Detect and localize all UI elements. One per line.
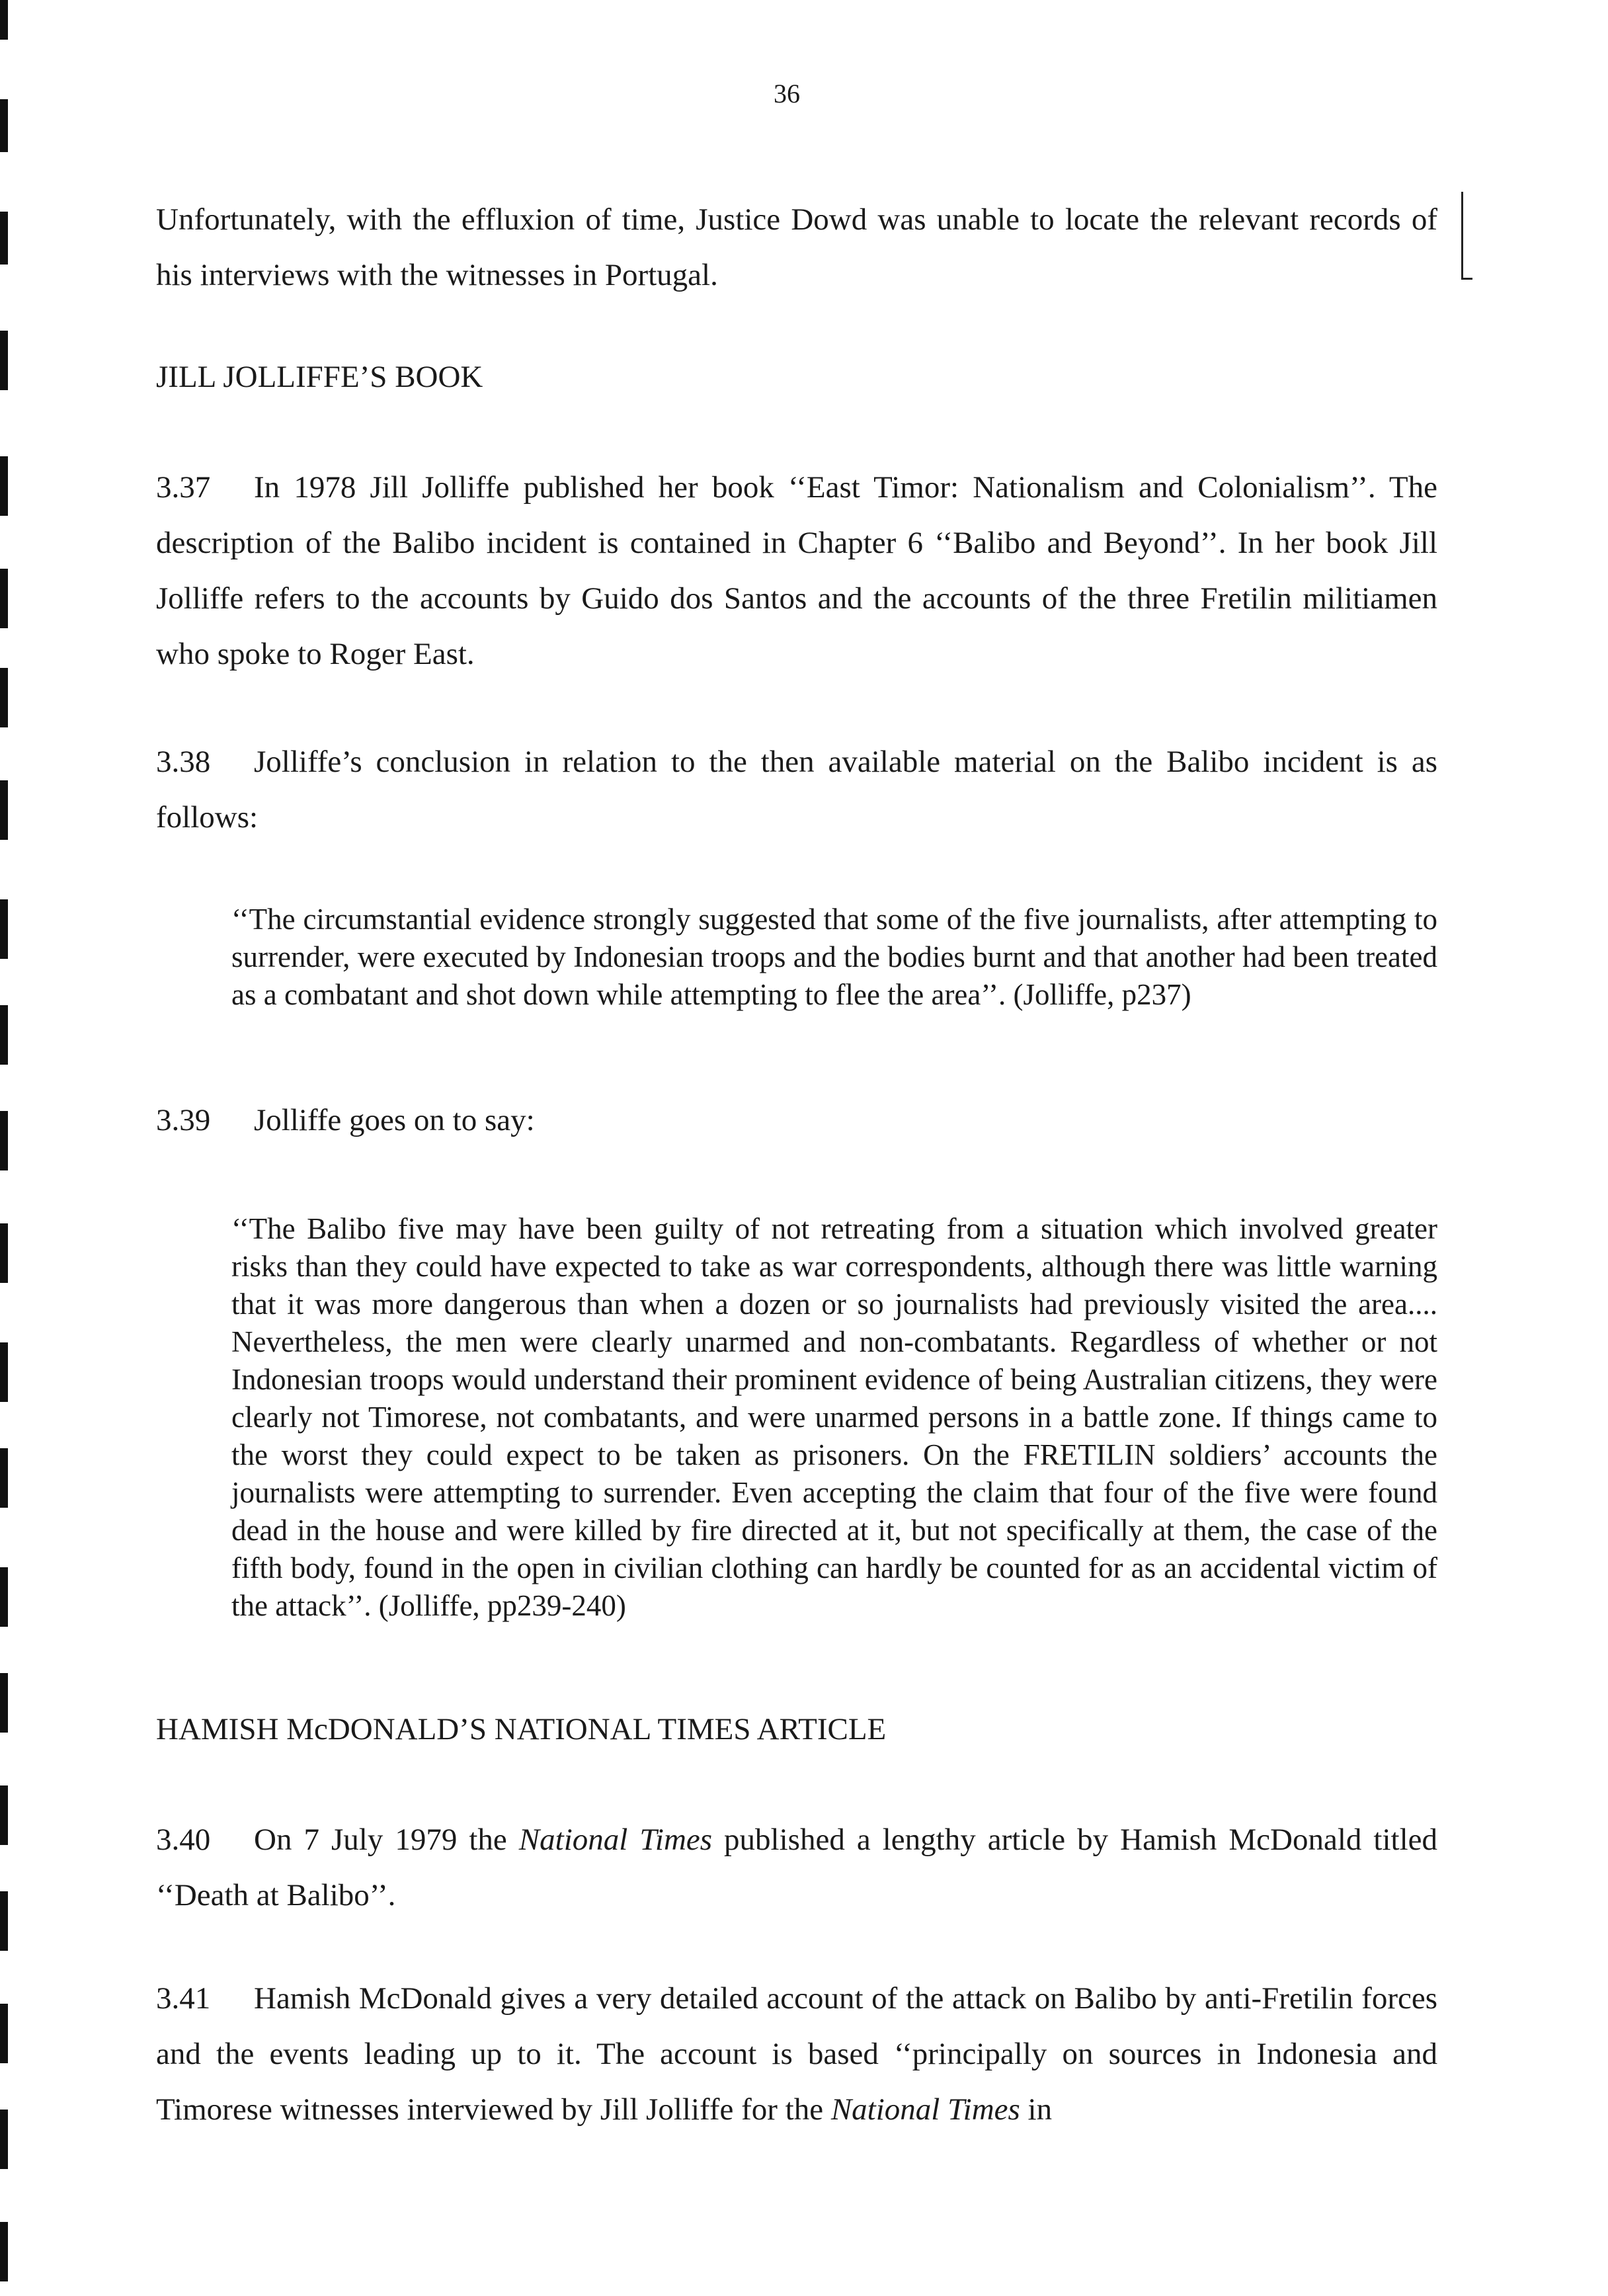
- paragraph-3-39: [156, 1092, 1437, 1148]
- scan-margin-mark: [0, 668, 8, 727]
- scan-margin-mark: [0, 1005, 8, 1065]
- scan-margin-mark: [0, 1567, 8, 1627]
- scan-margin-mark: [0, 1891, 8, 1951]
- paragraph-text-end: in: [1020, 2092, 1053, 2127]
- section-heading-jolliffe: JILL JOLLIFFE’S BOOK: [156, 360, 483, 394]
- paragraph-number: 3.41: [156, 1981, 211, 2016]
- intro-paragraph: [156, 192, 1437, 303]
- paragraph-3-40: [156, 1812, 1437, 1923]
- paragraph-text: Jolliffe goes on to say:: [254, 1103, 535, 1137]
- paragraph-text-end: published a lengthy article by Hamish McDonald titled ‘‘Death at Balibo’’.: [156, 1823, 1437, 1912]
- scan-margin-mark: [0, 456, 8, 516]
- section-heading-mcdonald: HAMISH McDONALD’S NATIONAL TIMES ARTICLE: [156, 1712, 887, 1746]
- paragraph-text-start: On 7 July 1979 the: [254, 1823, 519, 1857]
- paragraph-number: 3.39: [156, 1103, 211, 1137]
- paragraph-3-38: [156, 734, 1437, 845]
- paragraph-text-start: Hamish McDonald gives a very detailed account of the attack on Balibo by anti-Fretilin forces and the events leading up to it. The account is based ‘‘principally on sources in Indonesia and Timorese witnesses interviewed by Jill Jolliffe for the: [156, 1981, 1437, 2127]
- scan-margin-mark: [0, 780, 8, 840]
- scan-margin-mark: [0, 2004, 8, 2063]
- scan-margin-mark: [0, 1342, 8, 1402]
- scan-margin-mark: [0, 1111, 8, 1170]
- scan-margin-mark: [0, 212, 8, 265]
- margin-bracket-mark: [1461, 192, 1472, 280]
- publication-title: National Times: [518, 1823, 713, 1857]
- scan-margin-mark: [0, 899, 8, 959]
- scan-margin-mark: [0, 0, 8, 40]
- scan-margin-mark: [0, 2110, 8, 2169]
- block-quote-pp239-240: ‘‘The Balibo five may have been guilty of not retreating from a situation which involved greater risks than they could have expected to take as war correspondents, although there was little warning that it was more dangerous than when a dozen or so journalists had previously visited the area.... Nevertheless, the men were clearly unarmed and non-combatants. Regardless of whether or not Indonesian troops would understand their prominent evidence of being Australian citizens, they were clearly not Timorese, not combatants, and were unarmed persons in a battle zone. If things came to the worst they could expect to be taken as prisoners. On the FRETILIN soldiers’ accounts the journalists were attempting to surrender. Even accepting the claim that four of the five were found dead in the house and were killed by fire directed at it, but not specifically at them, the case of the fifth body, found in the open in civilian clothing can hardly be counted for as an accidental victim of the attack’’. (Jolliffe, pp239-240): [231, 1212, 1437, 1622]
- paragraph-text: In 1978 Jill Jolliffe published her book ‘‘East Timor: Nationalism and Colonialism’’. The description of the Balibo incident is contained in Chapter 6 ‘‘Balibo and Beyond’’. In her book Jill Jolliffe refers to the accounts by Guido dos Santos and the accounts of the three Fretilin militiamen who spoke to Roger East.: [156, 470, 1437, 671]
- intro-text: Unfortunately, with the effluxion of time, Justice Dowd was unable to locate the relevant records of his interviews with the witnesses in Portugal.: [156, 202, 1437, 292]
- scan-margin-mark: [0, 1785, 8, 1845]
- paragraph-3-37: [156, 460, 1437, 682]
- scan-margin-mark: [0, 1223, 8, 1283]
- scan-margin-mark: [0, 1448, 8, 1508]
- scan-margin-mark: [0, 569, 8, 628]
- paragraph-number: 3.37: [156, 470, 211, 505]
- paragraph-number: 3.40: [156, 1823, 211, 1857]
- scan-margin-mark: [0, 1673, 8, 1733]
- paragraph-text: Jolliffe’s conclusion in relation to the then available material on the Balibo incident is as follows:: [156, 745, 1437, 835]
- block-quote-p237: ‘‘The circumstantial evidence strongly suggested that some of the five journalists, after attempting to surrender, were executed by Indonesian troops and the bodies burnt and that another had been treated as a combatant and shot down while attempting to flee the area’’. (Jolliffe, p237): [231, 903, 1437, 1011]
- paragraph-3-41: [156, 1971, 1437, 2137]
- page-number: 36: [774, 79, 800, 108]
- publication-title: National Times: [830, 2092, 1020, 2127]
- scan-margin-mark: [0, 2222, 8, 2281]
- paragraph-number: 3.38: [156, 745, 211, 779]
- scan-margin-mark: [0, 331, 8, 390]
